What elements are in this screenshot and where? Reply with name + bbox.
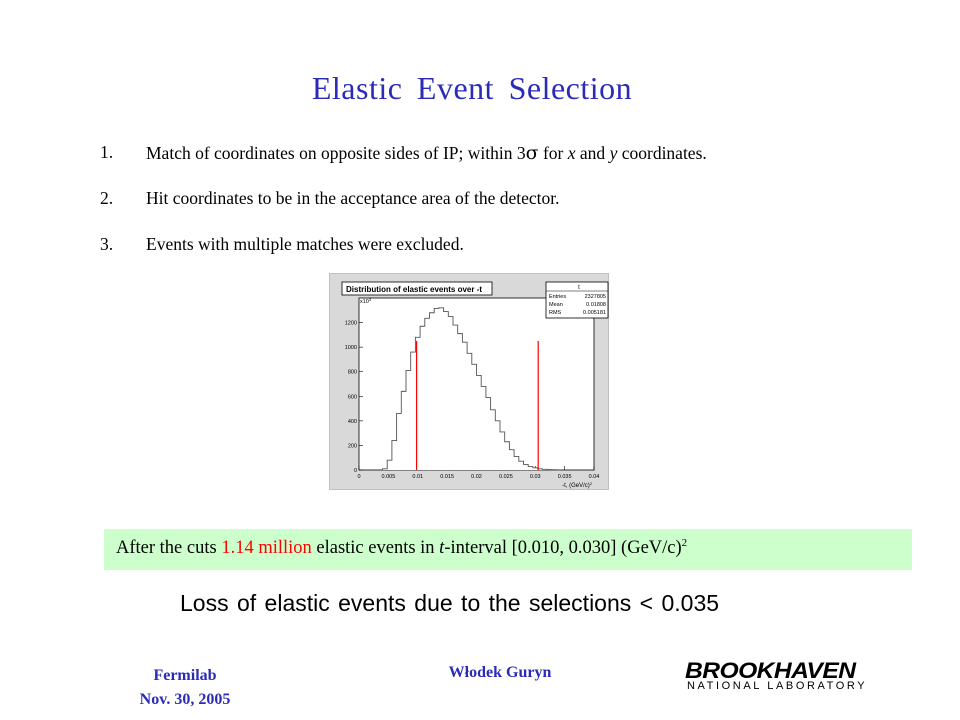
- logo-main-text: BROOKHAVEN: [685, 658, 856, 683]
- item-number: 3.: [100, 234, 114, 254]
- histogram-bar: [491, 410, 496, 470]
- y-exponent-base: x10: [360, 299, 369, 305]
- result-sup: 2: [681, 537, 688, 549]
- sigma-symbol: σ: [525, 142, 539, 164]
- item-text-and: and: [575, 143, 610, 163]
- item-text-mid: for: [538, 143, 568, 163]
- histogram-bar: [387, 460, 392, 470]
- histogram-bar: [528, 467, 533, 470]
- x-axis-label: [562, 481, 593, 489]
- result-highlight: 1.14 million: [221, 538, 312, 558]
- histogram-bar: [401, 391, 406, 470]
- histogram-bar: [406, 370, 411, 470]
- histogram-bar: [467, 353, 472, 470]
- y-tick-label: 400: [347, 418, 357, 425]
- x-tick-label: 0.04: [588, 474, 600, 480]
- footer-author: Włodek Guryn: [448, 664, 552, 681]
- stats-mean-label: Mean: [549, 302, 563, 308]
- loss-statement: Loss of elastic events due to the selections < 0.035: [180, 590, 720, 616]
- logo-sub-text: NATIONAL LABORATORY: [687, 680, 868, 692]
- list-item: [100, 142, 940, 188]
- histogram-bar: [430, 313, 435, 470]
- x-tick-label: 0: [357, 474, 361, 480]
- x-axis-label-sup: 2: [589, 481, 592, 486]
- histogram-plot: [329, 273, 609, 490]
- item-text: Events with multiple matches were excluded.: [146, 234, 464, 254]
- y-exponent-sup: 3: [368, 297, 372, 302]
- slide-title: Elastic Event Selection: [311, 70, 633, 106]
- t-variable: t: [439, 538, 445, 558]
- stats-name: t: [578, 285, 580, 291]
- y-variable: y: [609, 143, 618, 163]
- histogram-bar: [439, 308, 444, 470]
- histogram-bar: [397, 413, 402, 470]
- x-axis-label-text: -t, (GeV/c): [562, 483, 590, 489]
- histogram-bar: [505, 442, 510, 470]
- footer-date: Nov. 30, 2005: [139, 691, 231, 708]
- item-number: 2.: [100, 188, 114, 208]
- histogram-bar: [392, 441, 397, 470]
- histogram-bar: [425, 318, 430, 470]
- histogram-bar: [453, 325, 458, 470]
- criteria-list: [100, 142, 940, 280]
- histogram-bar: [444, 312, 449, 470]
- histogram-bar: [514, 456, 519, 470]
- x-tick-label: 0.01: [412, 474, 424, 480]
- brookhaven-logo: [683, 658, 873, 698]
- y-tick-label: 200: [347, 443, 357, 450]
- footer-institution: Fermilab: [153, 667, 217, 684]
- item-text-post: coordinates.: [617, 143, 707, 163]
- histogram-bar: [477, 375, 482, 470]
- histogram-bar: [495, 421, 500, 470]
- histogram-bar: [519, 461, 524, 470]
- y-tick-label: 1200: [344, 320, 357, 327]
- histogram-bar: [458, 334, 463, 470]
- result-post: -interval [0.010, 0.030] (GeV/c): [444, 538, 682, 558]
- histogram-bar: [462, 342, 467, 470]
- x-variable: x: [567, 143, 576, 163]
- x-tick-label: 0.025: [498, 474, 513, 480]
- histogram-bar: [486, 398, 491, 470]
- x-tick-label: 0.02: [471, 474, 482, 480]
- result-box: [104, 529, 912, 570]
- histogram-bar: [509, 450, 514, 470]
- stats-mean: 0.01808: [586, 302, 606, 308]
- y-tick-label: 0: [353, 468, 357, 474]
- stats-entries: 2327805: [584, 294, 606, 300]
- item-text-pre: Match of coordinates on opposite sides of IP; within 3: [146, 143, 526, 163]
- chart-title: Distribution of elastic events over -t: [346, 285, 483, 294]
- item-text: [146, 142, 940, 164]
- stats-rms-label: RMS: [549, 310, 562, 316]
- stats-entries-label: Entries: [549, 294, 567, 300]
- item-text: Hit coordinates to be in the acceptance area of the detector.: [146, 188, 560, 208]
- result-mid: elastic events in: [311, 538, 440, 558]
- footer-left: [120, 664, 250, 712]
- y-tick-label: 1000: [344, 345, 357, 352]
- histogram-bar: [448, 316, 453, 470]
- result-pre: After the cuts: [116, 538, 222, 558]
- item-number: 1.: [100, 142, 114, 162]
- histogram-svg: [330, 274, 610, 491]
- histogram-bar: [481, 386, 486, 470]
- list-item: [100, 188, 940, 234]
- x-tick-label: 0.035: [557, 474, 572, 480]
- histogram-bar: [420, 326, 425, 470]
- x-tick-label: 0.03: [529, 474, 541, 480]
- histogram-bar: [500, 432, 505, 470]
- histogram-bar: [472, 364, 477, 470]
- histogram-bar: [524, 464, 529, 470]
- stats-rms: 0.005181: [583, 310, 606, 316]
- histogram-bar: [434, 308, 439, 470]
- histogram-bar: [411, 352, 416, 470]
- x-tick-label: 0.015: [440, 474, 455, 480]
- y-tick-label: 600: [347, 394, 357, 401]
- y-tick-label: 800: [347, 369, 357, 376]
- x-tick-label: 0.005: [381, 474, 396, 480]
